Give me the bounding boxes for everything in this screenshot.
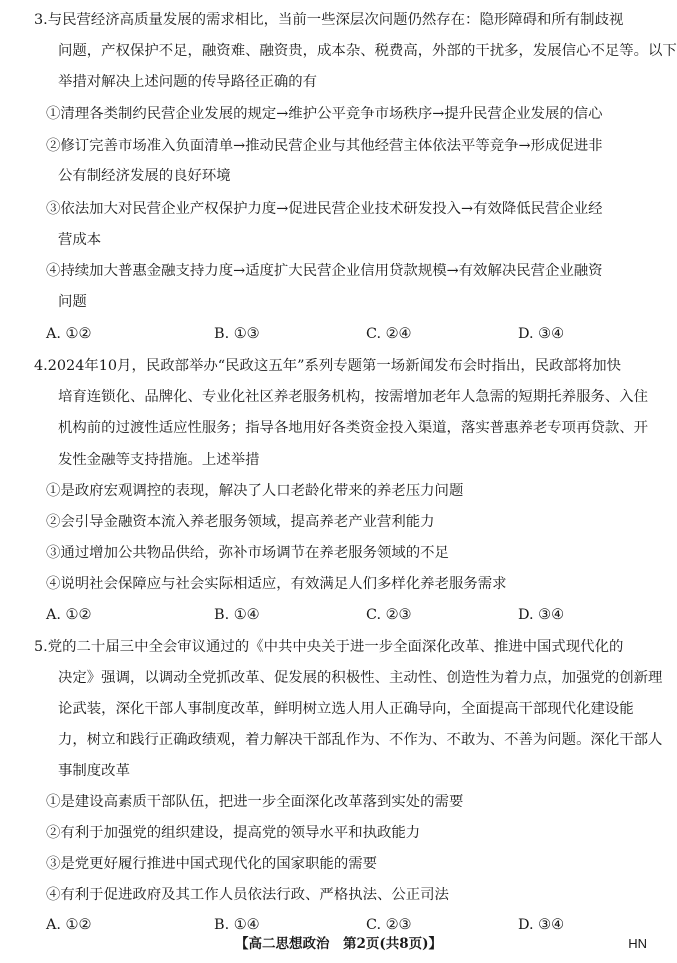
- question-stem-line: 问题，产权保护不足，融资难、融资贵，成本杂、税费高，外部的干扰多，发展信心不足等。以下: [58, 43, 677, 59]
- choice-a[interactable]: A. ①②: [46, 326, 92, 342]
- footer-page-info: 【高二思想政治 第2页(共8页)】: [234, 936, 443, 952]
- option-1: ①是政府宏观调控的表现，解决了人口老龄化带来的养老压力问题: [46, 483, 464, 499]
- option-1: ①清理各类制约民营企业发展的规定→维护公平竞争市场秩序→提升民营企业发展的信心: [46, 106, 603, 122]
- choice-b[interactable]: B. ①④: [214, 607, 260, 623]
- question-stem-line: 4.2024年10月，民政部举办“民政这五年”系列专题第一场新闻发布会时指出，民政部将加快: [34, 358, 622, 374]
- option-2: ②会引导金融资本流入养老服务领域，提高养老产业营利能力: [46, 514, 435, 530]
- choice-d[interactable]: D. ③④: [518, 326, 564, 342]
- question-stem-line: 决定》强调，以调动全党抓改革、促发展的积极性、主动性、创造性为着力点，加强党的创新理: [58, 670, 663, 686]
- choice-c[interactable]: C. ②④: [366, 326, 412, 342]
- choice-b[interactable]: B. ①④: [214, 917, 260, 933]
- question-stem-line: 发性金融等支持措施。上述举措: [58, 452, 260, 468]
- choice-c[interactable]: C. ②③: [366, 607, 412, 623]
- choice-a[interactable]: A. ①②: [46, 607, 92, 623]
- choice-c[interactable]: C. ②③: [366, 917, 412, 933]
- page-footer: [0, 934, 677, 954]
- answer-choices: [46, 915, 646, 935]
- option-4-continued: 问题: [58, 294, 87, 310]
- choice-d[interactable]: D. ③④: [518, 917, 564, 933]
- question-stem-line: 论武装，深化干部人事制度改革，鲜明树立选人用人正确导向，全面提高干部现代化建设能: [58, 701, 634, 717]
- option-3: ③依法加大对民营企业产权保护力度→促进民营企业技术研发投入→有效降低民营企业经: [46, 201, 603, 217]
- choice-d[interactable]: D. ③④: [518, 607, 564, 623]
- choice-b[interactable]: B. ①③: [214, 326, 260, 342]
- option-2: ②修订完善市场准入负面清单→推动民营企业与其他经营主体依法平等竞争→形成促进非: [46, 138, 603, 154]
- option-4: ④有利于促进政府及其工作人员依法行政、严格执法、公正司法: [46, 887, 449, 903]
- option-2: ②有利于加强党的组织建设，提高党的领导水平和执政能力: [46, 825, 421, 841]
- option-2-continued: 公有制经济发展的良好环境: [58, 168, 231, 184]
- question-stem-line: 5.党的二十届三中全会审议通过的《中共中央关于进一步全面深化改革、推进中国式现代化的: [34, 639, 624, 655]
- option-1: ①是建设高素质干部队伍，把进一步全面深化改革落到实处的需要: [46, 794, 464, 810]
- question-stem-line: 机构前的过渡性适应性服务；指导各地用好各类资金投入渠道，落实普惠养老专项再贷款、开: [58, 420, 649, 436]
- option-3-continued: 营成本: [58, 232, 102, 248]
- option-4: ④持续加大普惠金融支持力度→适度扩大民营企业信用贷款规模→有效解决民营企业融资: [46, 263, 603, 279]
- question-stem-line: 力，树立和践行正确政绩观，着力解决干部乱作为、不作为、不敢为、不善为问题。深化干部人: [58, 732, 663, 748]
- option-4: ④说明社会保障应与社会实际相适应，有效满足人们多样化养老服务需求: [46, 576, 507, 592]
- option-3: ③是党更好履行推进中国式现代化的国家职能的需要: [46, 856, 377, 872]
- answer-choices: [46, 324, 646, 344]
- footer-region-code: HN: [628, 936, 647, 951]
- option-3: ③通过增加公共物品供给，弥补市场调节在养老服务领域的不足: [46, 545, 449, 561]
- answer-choices: [46, 605, 646, 625]
- question-stem-line: 3.与民营经济高质量发展的需求相比，当前一些深层次问题仍然存在：隐形障碍和所有制歧视: [34, 12, 624, 28]
- choice-a[interactable]: A. ①②: [46, 917, 92, 933]
- question-stem-line: 举措对解决上述问题的传导路径正确的有: [58, 74, 318, 90]
- question-stem-line: 事制度改革: [58, 763, 130, 779]
- question-stem-line: 培育连锁化、品牌化、专业化社区养老服务机构，按需增加老年人急需的短期托养服务、入住: [58, 389, 649, 405]
